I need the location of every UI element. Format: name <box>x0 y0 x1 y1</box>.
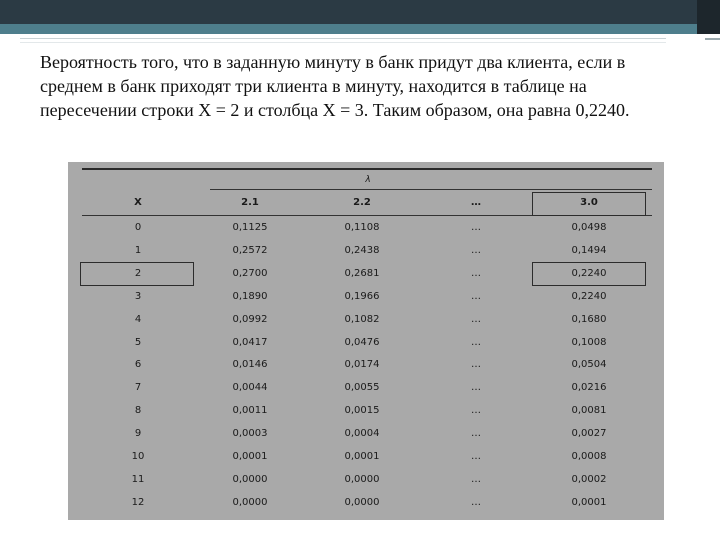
table-cell-ellipsis: … <box>471 359 481 371</box>
header-ellipsis: … <box>471 197 481 208</box>
table-cell-x: 3 <box>134 290 142 302</box>
table-cell-x: 9 <box>134 428 142 440</box>
table-cell-ellipsis: … <box>471 405 481 417</box>
table-cell-ellipsis: … <box>471 496 481 508</box>
table-cell-lambda-3-0: 0,0081 <box>571 405 607 417</box>
table-cell-lambda-3-0: 0,1680 <box>571 313 607 325</box>
table-param-rule <box>210 189 652 190</box>
lambda-label: λ <box>365 175 371 185</box>
table-cell-lambda-2-2: 0,0055 <box>344 382 380 394</box>
table-cell-ellipsis: … <box>471 290 481 302</box>
header-lambda-2-1: 2.1 <box>241 197 259 208</box>
header-divider-secondary <box>20 42 666 43</box>
table-cell-x: 5 <box>134 336 142 348</box>
header-lambda-2-2: 2.2 <box>353 197 371 208</box>
table-cell-lambda-2-1: 0,2700 <box>232 267 268 279</box>
table-cell-lambda-3-0: 0,2240 <box>571 290 607 302</box>
header-divider <box>20 38 666 39</box>
table-cell-lambda-3-0: 0,0008 <box>571 451 607 462</box>
table-cell-lambda-2-1: 0,1125 <box>232 222 268 233</box>
table-cell-lambda-3-0: 0,1008 <box>571 336 607 348</box>
table-cell-ellipsis: … <box>471 451 481 462</box>
table-cell-ellipsis: … <box>471 313 481 325</box>
table-cell-lambda-3-0: 0,1494 <box>571 244 607 256</box>
table-cell-lambda-2-2: 0,0476 <box>344 336 380 348</box>
table-cell-x: 2 <box>134 267 142 279</box>
top-corner-block <box>697 0 720 34</box>
table-cell-lambda-2-2: 0,2681 <box>344 267 380 279</box>
table-cell-lambda-2-2: 0,1108 <box>344 222 380 233</box>
table-cell-ellipsis: … <box>471 382 481 394</box>
table-cell-x: 0 <box>134 222 142 233</box>
table-cell-x: 8 <box>134 405 142 417</box>
table-cell-lambda-2-1: 0,2572 <box>232 244 268 256</box>
table-cell-lambda-2-1: 0,0011 <box>232 405 268 417</box>
header-x: X <box>134 197 142 208</box>
table-cell-lambda-2-1: 0,0003 <box>232 428 268 440</box>
table-cell-lambda-2-2: 0,2438 <box>344 244 380 256</box>
table-cell-x: 6 <box>134 359 142 371</box>
table-cell-x: 12 <box>131 496 145 508</box>
table-cell-lambda-2-2: 0,1082 <box>344 313 380 325</box>
table-cell-ellipsis: … <box>471 222 481 233</box>
table-cell-lambda-2-2: 0,1966 <box>344 290 380 302</box>
top-accent-band <box>0 24 720 34</box>
table-cell-lambda-3-0: 0,0001 <box>571 496 607 508</box>
table-cell-ellipsis: … <box>471 244 481 256</box>
header-lambda-3-0: 3.0 <box>580 197 598 208</box>
table-cell-lambda-3-0: 0,2240 <box>571 267 607 279</box>
header-corner-mark <box>705 38 720 46</box>
table-cell-lambda-2-1: 0,0992 <box>232 313 268 325</box>
table-cell-lambda-2-1: 0,0000 <box>232 473 268 485</box>
table-cell-lambda-3-0: 0,0498 <box>571 222 607 233</box>
table-cell-lambda-2-2: 0,0004 <box>344 428 380 440</box>
table-cell-x: 10 <box>131 451 145 462</box>
table-cell-ellipsis: … <box>471 473 481 485</box>
table-cell-x: 7 <box>134 382 142 394</box>
table-top-rule <box>82 168 652 170</box>
table-cell-lambda-2-1: 0,0001 <box>232 451 268 462</box>
table-cell-x: 1 <box>134 244 142 256</box>
explanation-paragraph: Вероятность того, что в заданную минуту в банк придут два клиента, если в среднем в банк приходят три клиента в минуту, находится в таблице на пересечении строки X = 2 и столбца X = 3. Таким образом, она равна 0,2240. <box>40 52 630 120</box>
poisson-table-image <box>68 162 664 520</box>
table-cell-lambda-3-0: 0,0027 <box>571 428 607 440</box>
table-cell-lambda-2-2: 0,0000 <box>344 496 380 508</box>
table-cell-ellipsis: … <box>471 428 481 440</box>
table-cell-lambda-2-1: 0,0000 <box>232 496 268 508</box>
table-cell-lambda-2-1: 0,0417 <box>232 336 268 348</box>
table-cell-lambda-2-1: 0,1890 <box>232 290 268 302</box>
table-cell-lambda-2-1: 0,0044 <box>232 382 268 394</box>
table-cell-x: 11 <box>131 473 145 485</box>
table-cell-lambda-2-1: 0,0146 <box>232 359 268 371</box>
table-cell-lambda-3-0: 0,0504 <box>571 359 607 371</box>
table-cell-ellipsis: … <box>471 336 481 348</box>
table-cell-ellipsis: … <box>471 267 481 279</box>
top-header-band <box>0 0 720 24</box>
table-cell-lambda-2-2: 0,0000 <box>344 473 380 485</box>
table-cell-lambda-2-2: 0,0174 <box>344 359 380 371</box>
table-cell-lambda-2-2: 0,0001 <box>344 451 380 462</box>
table-cell-lambda-2-2: 0,0015 <box>344 405 380 417</box>
table-cell-lambda-3-0: 0,0002 <box>571 473 607 485</box>
table-cell-lambda-3-0: 0,0216 <box>571 382 607 394</box>
table-cell-x: 4 <box>134 313 142 325</box>
